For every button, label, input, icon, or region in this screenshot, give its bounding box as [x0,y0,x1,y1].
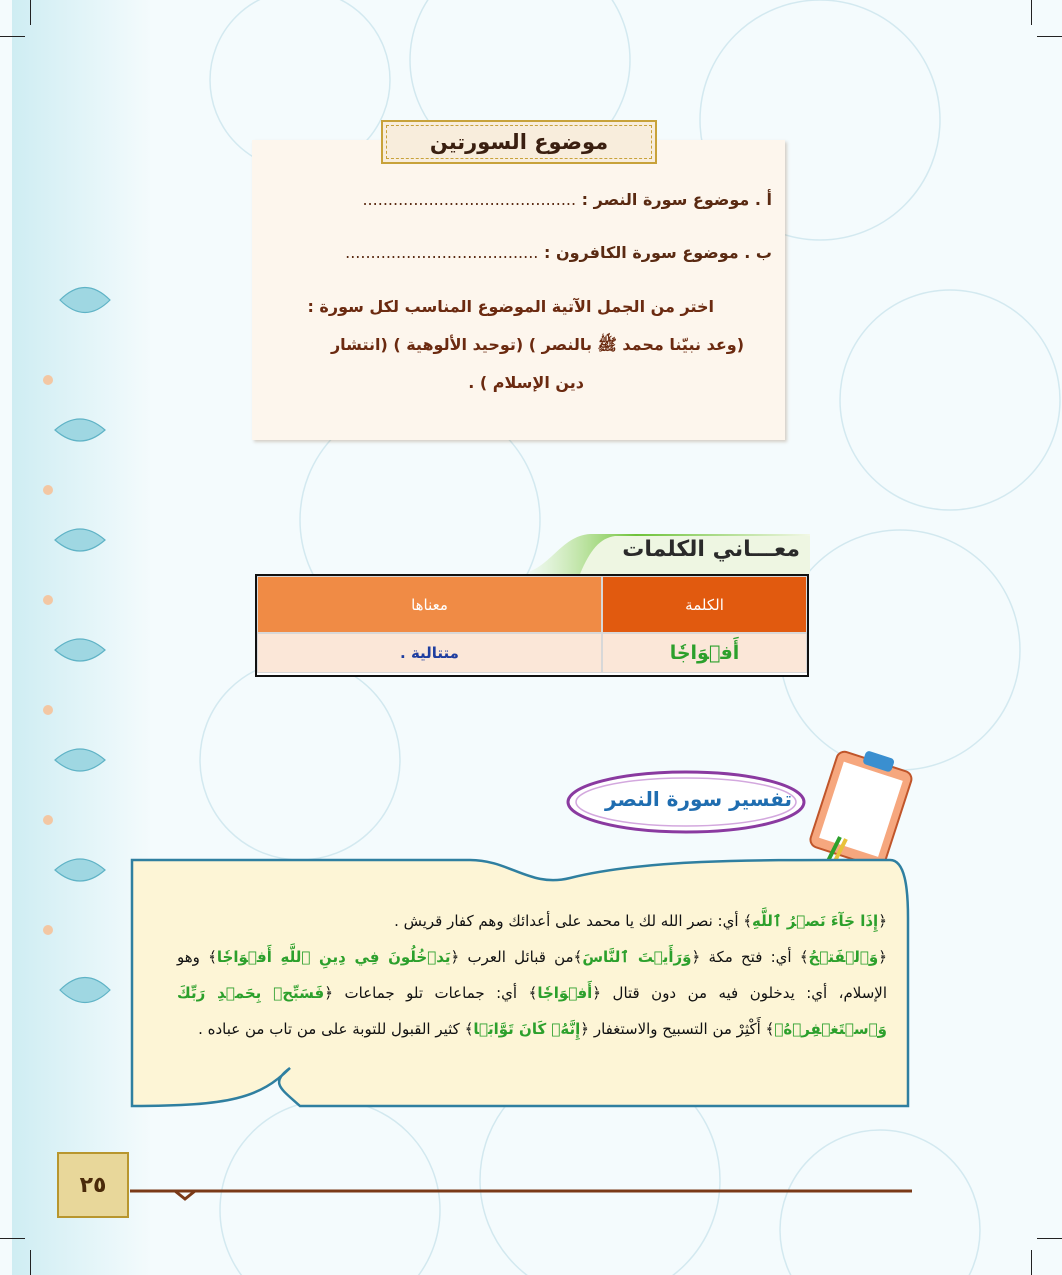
instructions [264,288,744,402]
tafsir-title: تفسير سورة النصر [605,787,792,811]
column-header-word: الكلمة [602,576,807,633]
topic-banner-title: موضوع السورتين [429,130,609,154]
crop-mark [0,36,25,37]
crop-mark [30,0,31,25]
ayah-quote: إِنَّهُۥ كَانَ تَوَّابَۢا [473,1020,581,1038]
crop-mark [1031,0,1032,25]
tafsir-p2 [177,948,887,1038]
footer-divider [130,1185,912,1205]
ayah-quote: إِذَا جَآءَ نَصۡرُ ٱللَّهِ [752,912,879,930]
meaning-cell: متتالية . [257,633,602,673]
word-cell: أَفۡوَاجٗا [602,633,807,673]
crop-mark [1031,1250,1032,1275]
ayah-quote: وَرَأَيۡتَ ٱلنَّاسَ [582,948,692,966]
topic-banner [381,120,657,164]
question-a-blank[interactable]: .......................................... [362,190,577,209]
tafsir-text-segment: ﴾من قبائل العرب ﴿ [450,948,583,966]
instructions-line-1: اختر من الجمل الآتية الموضوع المناسب لكل سورة : [307,297,714,316]
question-b-blank[interactable]: ...................................... [345,243,539,262]
meanings-table [255,574,809,677]
clipboard-icon [800,745,915,875]
tafsir-text-segment: ﴾ كثير القبول للتوبة على من تاب من عباده . [198,1020,474,1038]
crop-mark [1037,36,1062,37]
ayah-quote: أَفۡوَاجٗا [537,984,593,1002]
question-a [362,190,772,209]
tafsir-p1 [394,912,887,930]
tafsir-text [177,903,887,1047]
bracket-open: ﴿ [878,948,888,966]
question-b-label: ب . موضوع سورة الكافرون : [543,243,772,262]
instructions-line-3: دين الإسلام ) . [468,373,584,392]
ayah-quote: وَٱلۡفَتۡحُ [808,948,879,966]
crop-mark [0,1238,25,1239]
column-header-meaning: معناها [257,576,602,633]
page-number: ٢٥ [79,1172,107,1198]
page-number-badge [57,1152,129,1218]
bracket-open: ﴿ [878,912,887,930]
tafsir-p1-explanation: ﴾ أي: نصر الله لك يا محمد على أعدائك وهم كفار قريش . [394,912,753,930]
meanings-title: معـــاني الكلمات [622,537,800,562]
question-a-label: أ . موضوع سورة النصر : [581,190,772,209]
tafsir-text-segment: ﴾ وهو الإسلام، أي: يدخلون فيه من دون قتال ﴿ [177,948,887,1002]
ayah-quote: فَسَبِّحۡ بِحَمۡدِ رَبِّكَ وَٱسۡتَغۡفِرۡهُۚ [177,984,887,1038]
tafsir-text-segment: ﴾ أي: فتح مكة ﴿ [691,948,809,966]
tafsir-text-segment: ﴾ أَكْثِرْ من التسبيح والاستغفار ﴿ [580,1020,775,1038]
table-header-row [257,576,807,633]
question-b [345,243,772,262]
tafsir-text-segment: ﴾ أي: جماعات تلو جماعات ﴿ [324,984,538,1002]
table-row [257,633,807,673]
ayah-quote: يَدۡخُلُونَ فِي دِينِ ٱللَّهِ أَفۡوَاجٗا [216,948,451,966]
crop-mark [1037,1238,1062,1239]
crop-mark [30,1250,31,1275]
instructions-line-2: (وعد نبيّنا محمد ﷺ بالنصر ) (توحيد الألوهية ) (انتشار [330,335,744,354]
